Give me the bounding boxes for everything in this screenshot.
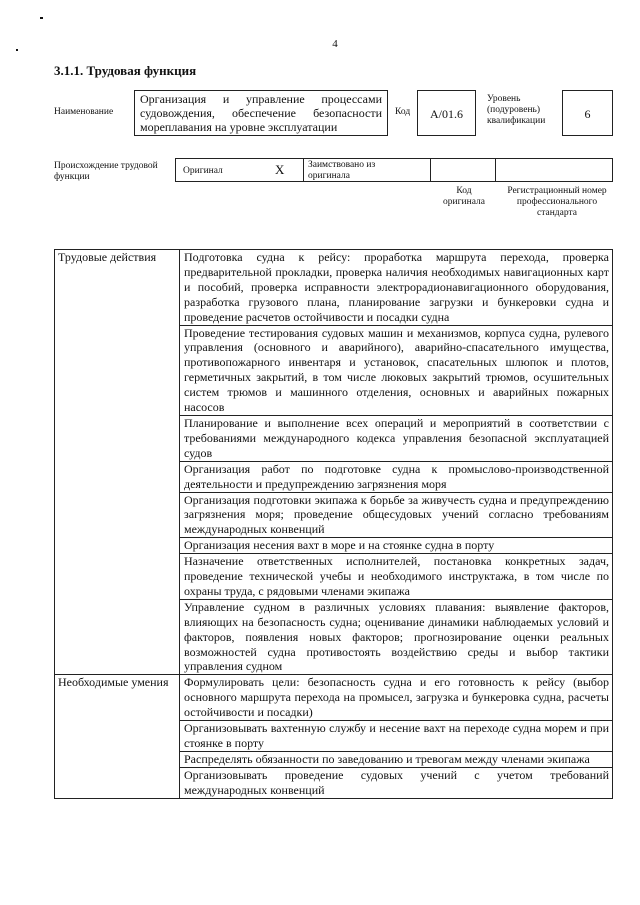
page-number: 4 (332, 38, 338, 50)
scan-speck-top (40, 17, 43, 19)
original-label: Оригинал (183, 166, 223, 176)
level-value: 6 (562, 90, 613, 136)
labor-action-item: Управление судном в различных условиях плавания: выявление факторов, влияющих на безопасность судна; оценивание динамики наблюдаемых условий и факторов, появления новых факторов; прогнозирование оценки реальных возможностей судна противостоять воздействию среды и выбор тактики управления судном (180, 599, 613, 675)
original-mark: X (275, 162, 285, 177)
code-value: А/01.6 (417, 90, 476, 136)
labor-action-item: Организация несения вахт в море и на стоянке судна в порту (180, 538, 613, 554)
regnum-caption: Регистрационный номер профессионального стандарта (507, 186, 607, 218)
scan-speck-left (16, 49, 18, 51)
table-row (55, 675, 613, 721)
skill-item: Организовывать вахтенную службу и несение вахт на переходе судна морем и при стоянке в порту (180, 721, 613, 752)
labor-action-item: Проведение тестирования судовых машин и механизмов, корпуса судна, рулевого управления (основного и аварийного), аварийно-спасательного имущества, противопожарного инвентаря и установок, спасательных шлюпок и плотов, герметичных закрытий, в том числе люковых закрытий трюмов, осушительных систем трюмов и машинного отделения, основных и аварийных пожарных насосов (180, 325, 613, 415)
labor-action-item: Организация работ по подготовке судна к промыслово-производственной деятельности и предупреждению загрязнения моря (180, 461, 613, 492)
name-label: Наименование (54, 107, 114, 117)
level-label: Уровень (подуровень) квалификации (487, 94, 546, 126)
borrowed-label: Заимствовано из оригинала (308, 160, 376, 181)
code-caption: Код оригинала (443, 186, 485, 207)
skill-item: Распределять обязанности по заведованию и тревогам между членами экипажа (180, 751, 613, 767)
skills-label: Необходимые умения (55, 675, 180, 798)
name-value (134, 90, 388, 136)
origin-label: Происхождение трудовой функции (54, 161, 158, 182)
origin-divider-1 (303, 158, 304, 182)
labor-actions-label: Трудовые действия (55, 250, 180, 675)
function-table (54, 249, 613, 799)
labor-action-item: Назначение ответственных исполнителей, постановка конкретных задач, проведение технической учебы и необходимого инструктажа, в том числе по охраны труда, с рядовыми членами экипажа (180, 554, 613, 600)
code-label: Код (395, 107, 411, 117)
table-row (55, 250, 613, 326)
labor-action-item: Планирование и выполнение всех операций и мероприятий в соответствии с требованиями международного кодекса управления безопасной эксплуатацией судов (180, 415, 613, 461)
skill-item: Организовывать проведение судовых учений с учетом требований международных конвенций (180, 767, 613, 798)
labor-action-item: Подготовка судна к рейсу: проработка маршрута перехода, проверка предварительной прокладки, проверка наличия необходимых навигационных карт и пособий, проверка исправности электрорадионавигационного оборудования, разработка грузового плана, планирование загрузки и бункеровки судна и проведение расчетов остойчивости и посадки судна (180, 250, 613, 326)
skill-item: Формулировать цели: безопасность судна и его готовность к рейсу (выбор основного маршрута перехода на промысел, загрузка и бункеровка судна, расчеты остойчивости и посадки) (180, 675, 613, 721)
origin-divider-3 (495, 158, 496, 182)
section-title: 3.1.1. Трудовая функция (54, 63, 197, 78)
origin-divider-2 (430, 158, 431, 182)
name-value-text: Организация и управление процессами судовождения, обеспечение безопасности мореплавания на уровне эксплуатации (140, 92, 382, 134)
labor-action-item: Организация подготовки экипажа к борьбе за живучесть судна и предупреждению загрязнения моря; проведение общесудовых учений согласно требованиям международных конвенций (180, 492, 613, 538)
